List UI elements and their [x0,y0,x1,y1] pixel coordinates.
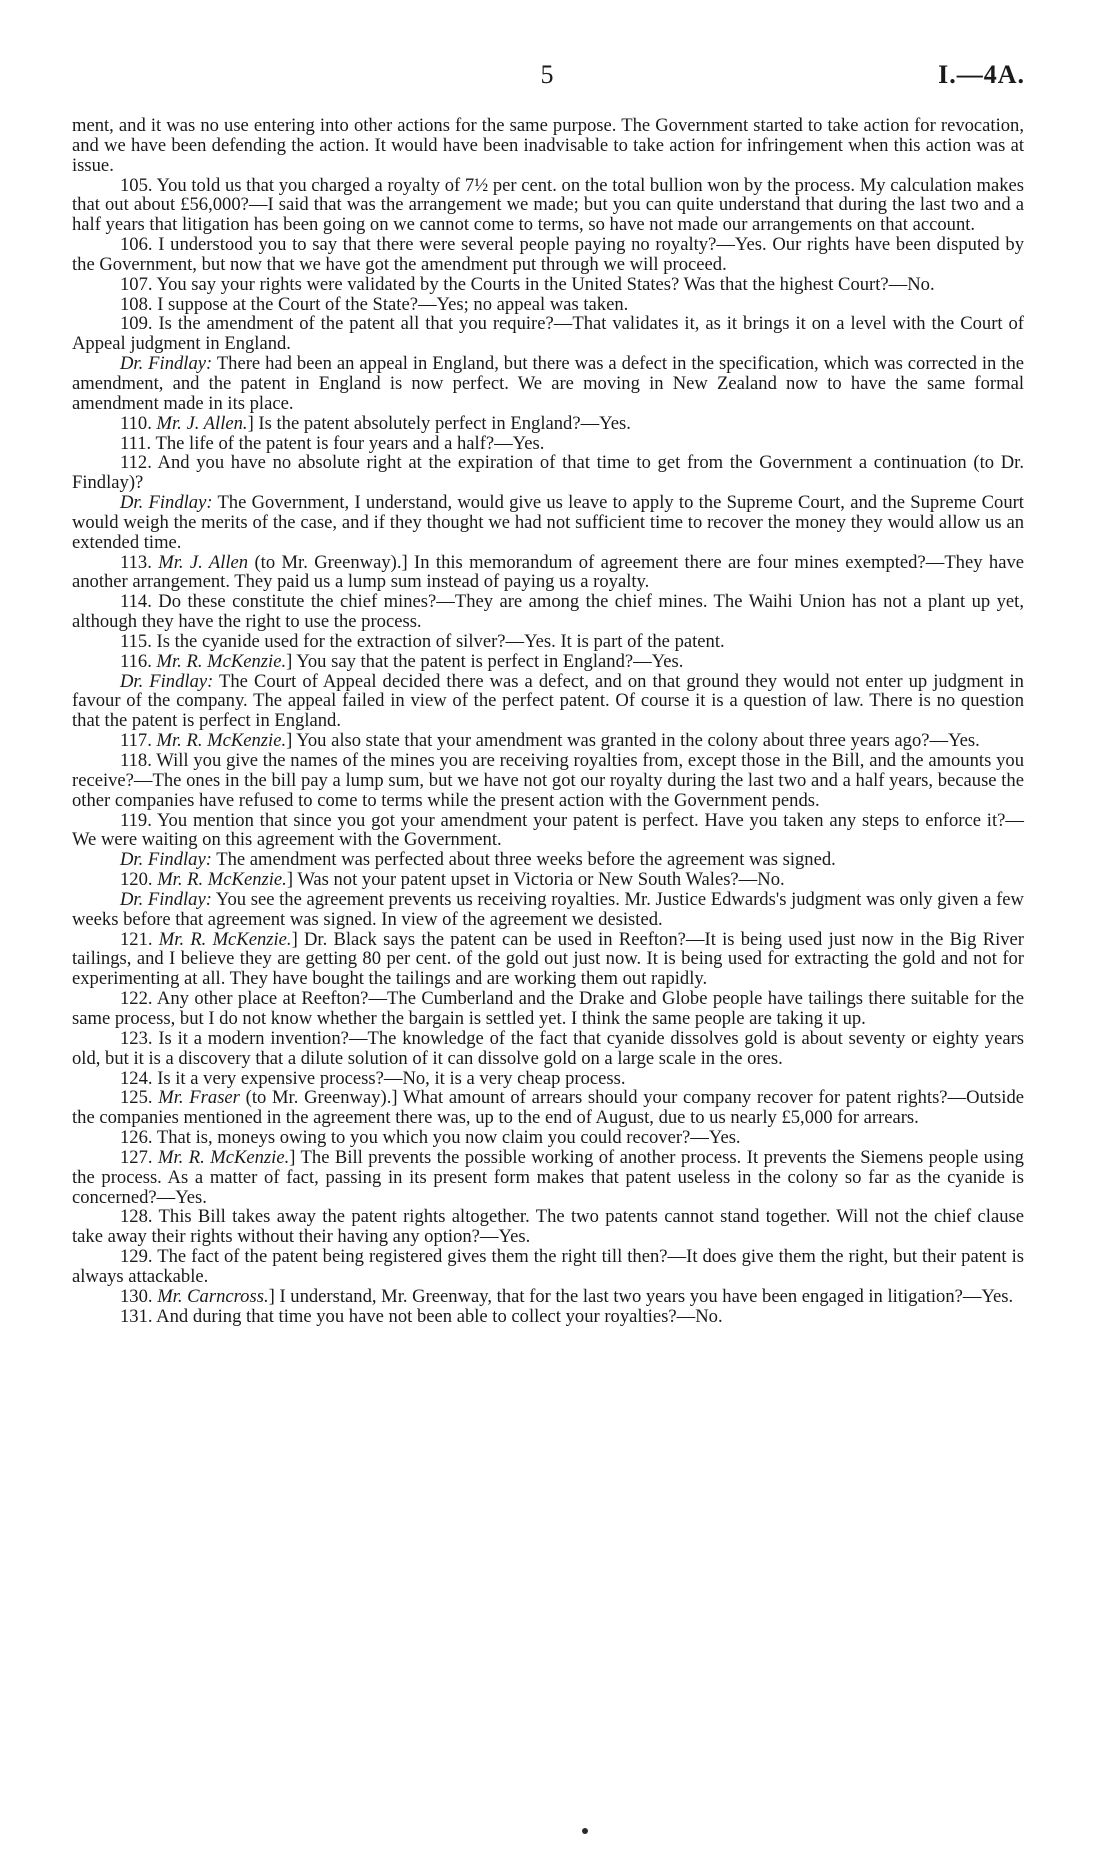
paragraph-text: 123. Is it a modern invention?—The knowledge of the fact that cyanide dissolves gold is about seventy or eighty years old, but it is a discovery that a dilute solution of it can dissolve gold on a large scale in the ores. [72,1027,1024,1069]
testimony-paragraph [72,870,1024,890]
paragraph-text: ] Dr. Black says the patent can be used in Reefton?—It is being used just now in the Big River tailings, and I believe they are getting 80 per cent. of the gold out just now. It is being used for extracting the gold and not for experimenting at all. They have bought the tailings and are working them out rapidly. [72,928,1024,990]
testimony-paragraph [72,731,1024,751]
paragraph-text: 128. This Bill takes away the patent rights altogether. The two patents cannot stand together. Will not the chief clause take away their rights without their having any option?—Yes. [72,1206,1024,1248]
speaker-name: Mr. J. Allen. [156,412,248,434]
testimony-paragraph [72,811,1024,851]
testimony-paragraph [72,116,1024,176]
speaker-name: Mr. Carncross. [157,1285,269,1307]
paragraph-text: 119. You mention that since you got your amendment your patent is perfect. Have you taken any steps to enforce it?—We were waiting on this agreement with the Government. [72,809,1024,851]
speaker-name: Mr. R. McKenzie. [157,869,287,891]
speaker-name: Dr. Findlay: [120,353,213,375]
testimony-paragraph [72,414,1024,434]
question-number: 113. [120,551,159,573]
testimony-paragraph [72,1148,1024,1208]
testimony-paragraph [72,1287,1024,1307]
testimony-paragraph [72,354,1024,414]
paragraph-text: 108. I suppose at the Court of the State?—Yes; no appeal was taken. [120,293,629,315]
question-number: 130. [120,1285,158,1307]
testimony-paragraph [72,751,1024,811]
question-number: 116. [120,650,157,672]
question-number: 110. [120,412,157,434]
paragraph-text: The Government, I understand, would give us leave to apply to the Supreme Court, and the Supreme Court would weigh the merits of the case, and if they thought we had not sufficient time to recover the money they would allow us an extended time. [72,492,1024,553]
testimony-paragraph [72,1247,1024,1287]
question-number: 125. [120,1087,159,1109]
speaker-name: Mr. J. Allen [158,551,249,573]
testimony-paragraph [72,453,1024,493]
question-number: 117. [120,730,157,752]
paragraph-text: 122. Any other place at Reefton?—The Cumberland and the Drake and Globe people have tailings there suitable for the same process, but I do not know whether the bargain is settled yet. I think the same people are taking it up. [72,988,1024,1029]
paragraph-text: (to Mr. Greenway).] What amount of arrears should your company recover for patent rights?—Outside the companies mentioned in the agreement there was, up to the end of August, due to us nearly £5,000 for arrears. [72,1087,1024,1129]
speaker-name: Dr. Findlay: [120,670,214,692]
paragraph-text: 111. The life of the patent is four years and a half?—Yes. [120,432,545,454]
testimony-paragraph [72,930,1024,990]
paragraph-text: 106. I understood you to say that there were several people paying no royalty?—Yes. Our rights have been disputed by the Government, but now that we have got the amendment put through we will proceed. [72,234,1024,275]
paragraph-text: 109. Is the amendment of the patent all that you require?—That validates it, as it brings it on a level with the Court of Appeal judgment in England. [72,313,1024,355]
speaker-name: Dr. Findlay: [120,888,212,910]
paragraph-text: ] You say that the patent is perfect in England?—Yes. [286,650,684,672]
page-number: 5 [540,60,555,89]
question-number: 127. [120,1146,158,1168]
paragraph-text: 118. Will you give the names of the mines you are receiving royalties from, except those in the Bill, and the amounts you receive?—The ones in the bill pay a lump sum, but we have not got our royalty during the last two and a half years, because the other companies have refused to come to terms while the present action with the Government pends. [72,750,1024,811]
paragraph-text: ] Was not your patent upset in Victoria or New South Wales?—No. [286,869,785,891]
paragraph-text: 129. The fact of the patent being registered gives them the right till then?—It does give them the right, but their patent is always attackable. [72,1246,1024,1287]
speaker-name: Mr. R. McKenzie. [156,730,287,752]
paragraph-text: 107. You say your rights were validated by the Courts in the United States? Was that the highest Court?—No. [120,273,935,295]
paragraph-text: You see the agreement prevents us receiving royalties. Mr. Justice Edwards's judgment was only given a few weeks before that agreement was signed. In view of the agreement we desisted. [72,888,1024,930]
paragraph-text: 131. And during that time you have not been able to collect your royalties?—No. [120,1305,723,1327]
testimony-paragraph [72,314,1024,354]
testimony-paragraph [72,850,1024,870]
speaker-name: Mr. R. McKenzie. [158,928,292,950]
testimony-paragraph [72,295,1024,315]
paragraph-text: 126. That is, moneys owing to you which you now claim you could recover?—Yes. [120,1127,741,1149]
testimony-paragraph [72,275,1024,295]
paragraph-text: ] Is the patent absolutely perfect in England?—Yes. [247,412,631,434]
speaker-name: Mr. R. McKenzie. [156,650,287,672]
testimony-paragraph [72,632,1024,652]
speaker-name: Dr. Findlay: [120,849,212,871]
paragraph-text: 114. Do these constitute the chief mines?—They are among the chief mines. The Waihi Union has not a plant up yet, although they have the right to use the process. [72,591,1024,633]
question-number: 121. [120,928,159,950]
testimony-body [72,116,1024,1326]
paragraph-text: (to Mr. Greenway).] In this memorandum of agreement there are four mines exempted?—They have another arrangement. They paid us a lump sum instead of paying us a royalty. [72,551,1025,593]
testimony-paragraph [72,1207,1024,1247]
question-number: 120. [120,869,158,891]
paragraph-text: The amendment was perfected about three weeks before the agreement was signed. [211,849,836,871]
paragraph-text: There had been an appeal in England, but there was a defect in the specification, which was corrected in the amendment, and the patent in England is now perfect. We are moving in New Zealand now to have the same formal amendment made in its place. [72,353,1024,414]
testimony-paragraph [72,1128,1024,1148]
footer-dot [582,1828,588,1834]
testimony-paragraph [72,652,1024,672]
speaker-name: Mr. R. McKenzie. [158,1146,290,1168]
paragraph-text: 105. You told us that you charged a royalty of 7½ per cent. on the total bullion won by the process. My calculation makes that out about £56,000?—I said that was the arrangement we made; but you can quite understand that during the last two and a half years that litigation has been going on we cannot come to terms, so have not made our arrangements on that account. [72,174,1024,236]
testimony-paragraph [72,493,1024,553]
testimony-paragraph [72,989,1024,1029]
document-reference: I.—4A. [938,60,1025,89]
testimony-paragraph [72,592,1024,632]
paragraph-text: ] I understand, Mr. Greenway, that for the last two years you have been engaged in litigation?—Yes. [268,1285,1014,1307]
testimony-paragraph [72,1029,1024,1069]
speaker-name: Mr. Fraser [158,1087,240,1109]
testimony-paragraph [72,1307,1024,1327]
speaker-name: Dr. Findlay: [120,492,213,514]
page-header [70,60,1025,100]
testimony-paragraph [72,176,1024,236]
testimony-paragraph [72,434,1024,454]
paragraph-text: 112. And you have no absolute right at the expiration of that time to get from the Government a continuation (to Dr. Findlay)? [72,452,1024,494]
testimony-paragraph [72,235,1024,275]
paragraph-text: 124. Is it a very expensive process?—No, it is a very cheap process. [120,1067,626,1089]
paragraph-text: ment, and it was no use entering into other actions for the same purpose. The Government started to take action for revocation, and we have been defending the action. It would have been inadvisable to take action for infringement when this action was at issue. [72,115,1024,176]
paragraph-text: The Court of Appeal decided there was a defect, and on that ground they would not enter up judgment in favour of the company. The appeal failed in view of the perfect patent. Of course it is a question of law. There is no question that the patent is perfect in England. [72,670,1024,732]
paragraph-text: 115. Is the cyanide used for the extraction of silver?—Yes. It is part of the patent. [120,630,725,652]
paragraph-text: ] You also state that your amendment was granted in the colony about three years ago?—Yes. [286,730,980,752]
testimony-paragraph [72,1088,1024,1128]
testimony-paragraph [72,1069,1024,1089]
paragraph-text: ] The Bill prevents the possible working of another process. It prevents the Siemens people using the process. As a matter of fact, passing in its present form makes that patent useless in the colony so far as the cyanide is concerned?—Yes. [72,1146,1024,1208]
testimony-paragraph [72,890,1024,930]
testimony-paragraph [72,553,1024,593]
testimony-paragraph [72,672,1024,732]
